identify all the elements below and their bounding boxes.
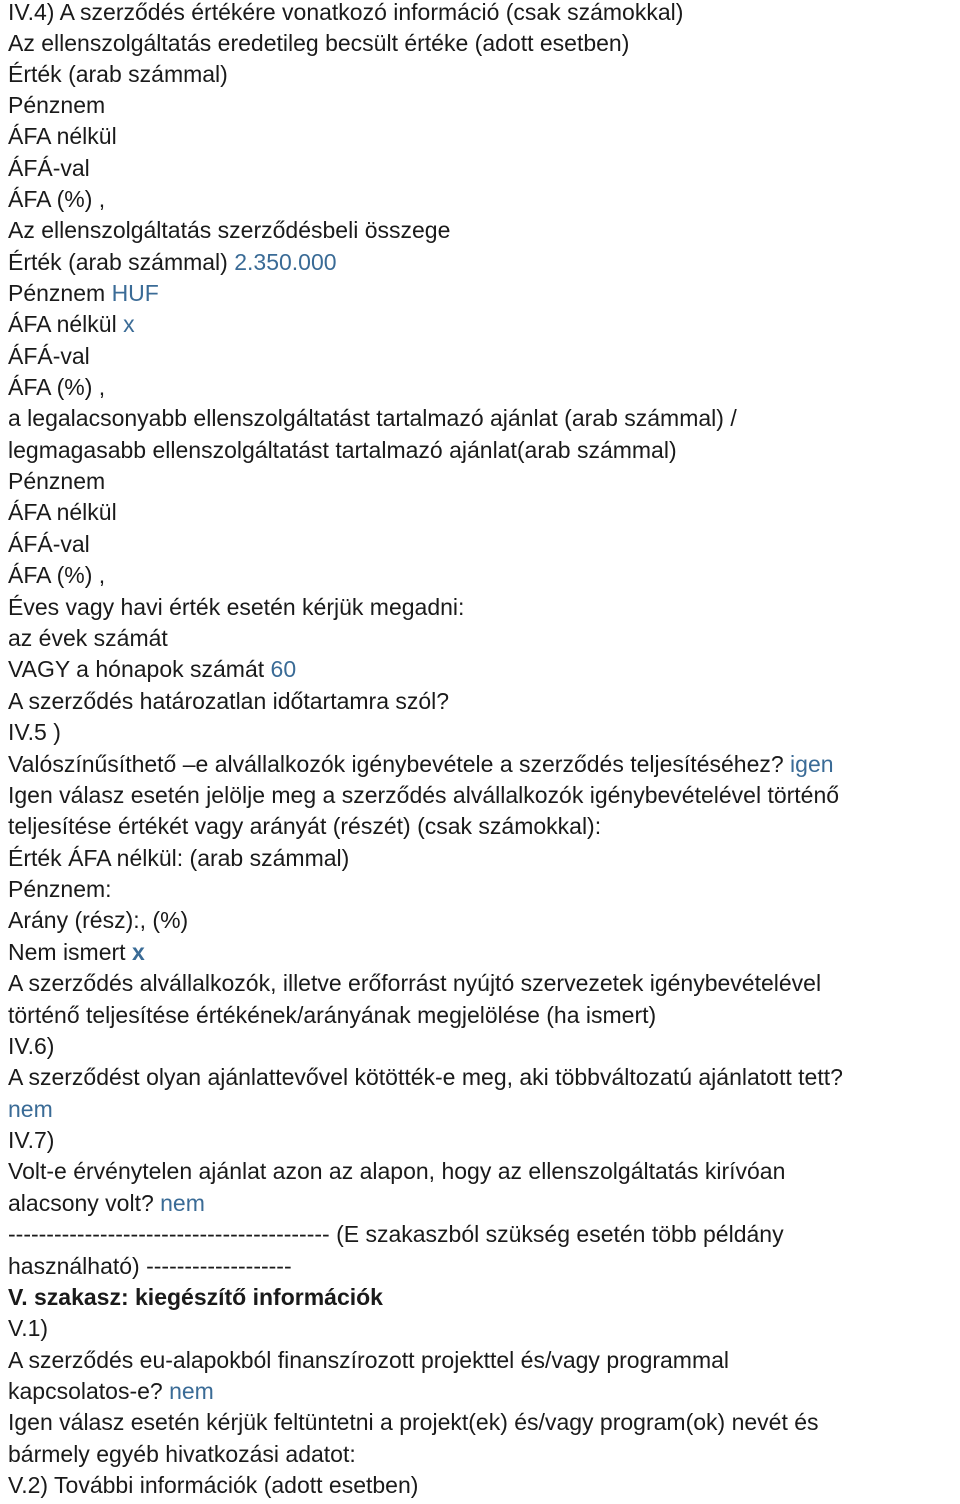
- eu-funds-row: [8, 1375, 214, 1407]
- section-heading-iv5: IV.5 ): [8, 719, 61, 745]
- invalid-offer-question: Volt-e érvénytelen ajánlat azon az alapon, hogy az ellenszolgáltatás kirívóan: [8, 1158, 786, 1184]
- field-label-gross: ÁFÁ-val: [8, 155, 90, 181]
- months-value: 60: [270, 656, 297, 682]
- highest-offer-heading: legmagasabb ellenszolgáltatást tartalmazó ajánlat(arab számmal): [8, 437, 677, 463]
- question-text: Valószínűsíthető –e alvállalkozók igénybevétele a szerződés teljesítéséhez?: [8, 751, 791, 777]
- field-label-currency: Pénznem: [8, 468, 106, 494]
- section-heading-iv7: IV.7): [8, 1127, 55, 1153]
- invalid-offer-answer: nem: [160, 1190, 205, 1216]
- field-label-years: az évek számát: [8, 625, 168, 651]
- unknown-row: [8, 936, 145, 968]
- subcontractor-instruction-line1: Igen válasz esetén jelölje meg a szerződés alvállalkozók igénybevételével történő: [8, 782, 840, 808]
- contract-net-mark: x: [123, 311, 135, 337]
- field-label-vat-rate: ÁFA (%) ,: [8, 562, 106, 588]
- unknown-mark: x: [131, 939, 145, 965]
- separator-note-line2: használható) -------------------: [8, 1253, 292, 1279]
- subcontractor-question-row: [8, 748, 834, 780]
- months-row: [8, 653, 296, 685]
- contract-value-amount: 2.350.000: [234, 249, 337, 275]
- contract-net-row: [8, 308, 135, 340]
- field-label-currency: Pénznem: [8, 92, 106, 118]
- lowest-offer-heading: a legalacsonyabb ellenszolgáltatást tartalmazó ajánlat (arab számmal) /: [8, 405, 737, 431]
- subcontractor-description-line1: A szerződés alvállalkozók, illetve erőforrást nyújtó szervezetek igénybevételével: [8, 970, 822, 996]
- field-label: Pénznem: [8, 280, 112, 306]
- eu-funds-answer: nem: [169, 1378, 214, 1404]
- section-heading-v1: V.1): [8, 1315, 49, 1341]
- field-label-vat-rate: ÁFA (%) ,: [8, 186, 106, 212]
- section-heading-v2: V.2) További információk (adott esetben): [8, 1472, 419, 1498]
- variant-offer-answer: nem: [8, 1096, 53, 1122]
- eu-funds-question: A szerződés eu-alapokból finanszírozott projekttel és/vagy programmal: [8, 1347, 730, 1373]
- indefinite-duration-question: A szerződés határozatlan időtartamra szól?: [8, 688, 450, 714]
- field-label-ratio: Arány (rész):, (%): [8, 907, 189, 933]
- field-label-net: ÁFA nélkül: [8, 123, 117, 149]
- section-heading-iv6: IV.6): [8, 1033, 55, 1059]
- field-label-value: Érték (arab számmal): [8, 61, 228, 87]
- field-label-net-value: Érték ÁFA nélkül: (arab számmal): [8, 845, 350, 871]
- contract-currency-value: HUF: [111, 280, 159, 306]
- subcontractor-description-line2: történő teljesítése értékének/arányának megjelölése (ha ismert): [8, 1002, 657, 1028]
- eu-funds-instruction-line1: Igen válasz esetén kérjük feltüntetni a projekt(ek) és/vagy program(ok) nevét és: [8, 1409, 819, 1435]
- subcontractor-instruction-line2: teljesítése értékét vagy arányát (részét) (csak számokkal):: [8, 813, 602, 839]
- question-text: alacsony volt?: [8, 1190, 161, 1216]
- field-label-gross: ÁFÁ-val: [8, 531, 90, 557]
- subcontractor-answer: igen: [790, 751, 834, 777]
- field-label-currency: Pénznem:: [8, 876, 112, 902]
- field-label-gross: ÁFÁ-val: [8, 343, 90, 369]
- contract-value-row: [8, 246, 337, 278]
- field-label: Érték (arab számmal): [8, 249, 235, 275]
- contract-currency-row: [8, 277, 159, 309]
- question-text: kapcsolatos-e?: [8, 1378, 170, 1404]
- section-heading-v: V. szakasz: kiegészítő információk: [8, 1284, 383, 1310]
- field-label: Nem ismert: [8, 939, 132, 965]
- annual-monthly-heading: Éves vagy havi érték esetén kérjük megadni:: [8, 594, 465, 620]
- section-heading-iv4: IV.4) A szerződés értékére vonatkozó információ (csak számokkal): [8, 0, 684, 25]
- field-label-vat-rate: ÁFA (%) ,: [8, 374, 106, 400]
- field-label: VAGY a hónapok számát: [8, 656, 271, 682]
- contract-value-heading: Az ellenszolgáltatás szerződésbeli összege: [8, 217, 451, 243]
- field-label-net: ÁFA nélkül: [8, 499, 117, 525]
- field-label: ÁFA nélkül: [8, 311, 124, 337]
- separator-note-line1: ------------------------------------------ (E szakaszból szükség esetén több példány: [8, 1221, 784, 1247]
- invalid-offer-row: [8, 1187, 205, 1219]
- estimated-value-heading: Az ellenszolgáltatás eredetileg becsült értéke (adott esetben): [8, 30, 630, 56]
- variant-offer-question: A szerződést olyan ajánlattevővel kötötték-e meg, aki többváltozatú ajánlatott tett?: [8, 1064, 843, 1090]
- eu-funds-instruction-line2: bármely egyéb hivatkozási adatot:: [8, 1441, 356, 1467]
